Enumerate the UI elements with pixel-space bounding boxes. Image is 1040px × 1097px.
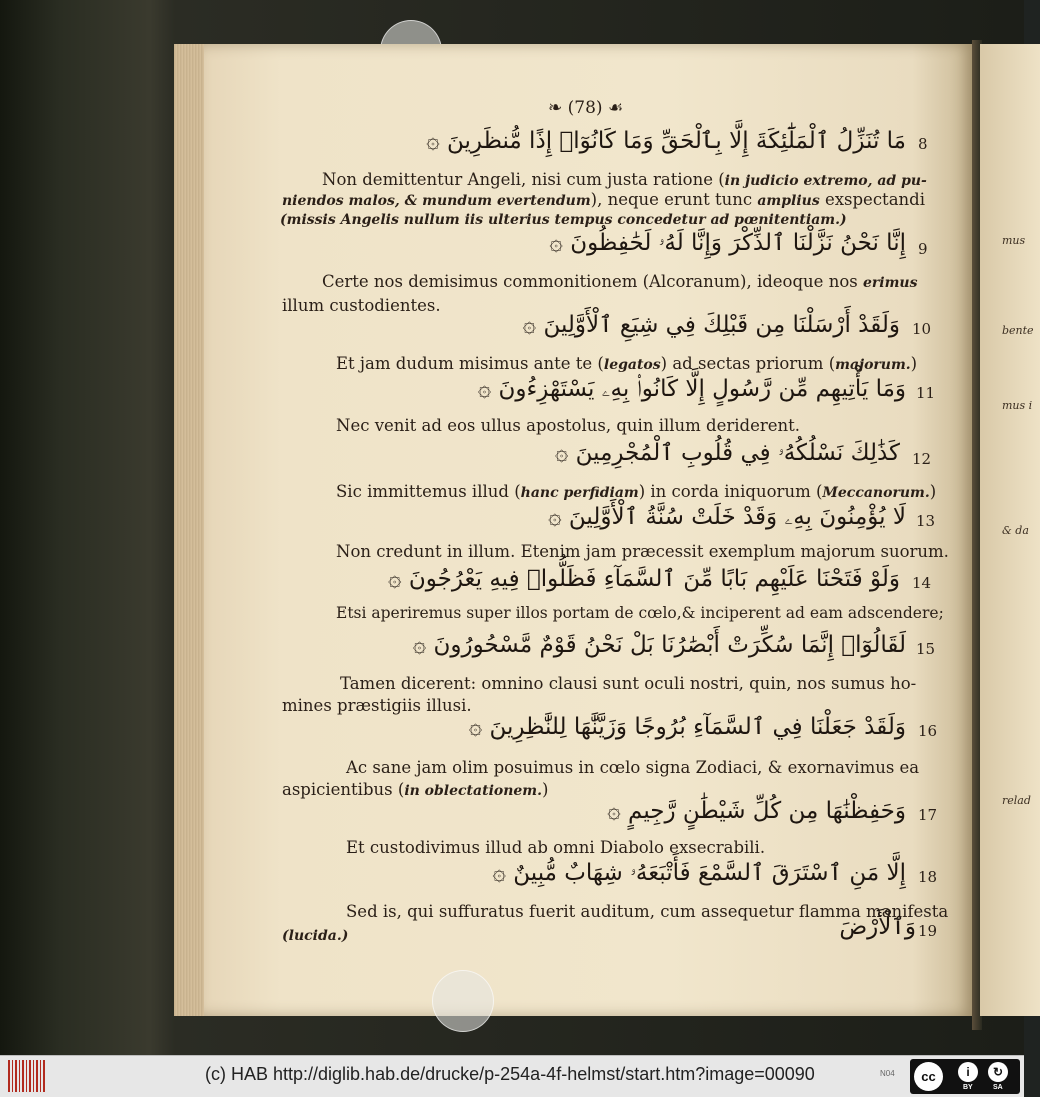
latin-line: mines præstigiis illusi. [282,696,472,715]
page-code: N04 [880,1069,895,1078]
latin-line: Non demittentur Angeli, nisi cum justa ratione (in judicio extremo, ad pu- [322,170,927,189]
verse-number: 11 [916,384,936,402]
copyright-link[interactable]: (c) HAB http://diglib.hab.de/drucke/p-254a-4f-helmst/start.htm?image=00090 [205,1064,815,1084]
verse-number: 13 [916,512,936,530]
cc-icon: cc [914,1062,943,1091]
latin-line: Ac sane jam olim posuimus in cœlo signa Zodiaci, & exornavimus ea [346,758,920,777]
arabic-verse: وَٱلْأَرْضَ [839,914,916,940]
margin-fragment: & da [1002,524,1029,537]
facing-page [980,44,1040,1016]
verse-number: 8 [918,135,928,153]
verse-number: 19 [918,922,938,940]
arabic-verse: لَا يُؤْمِنُونَ بِهِۦ وَقَدْ خَلَتْ سُنَّةُ ٱلْأَوَّلِينَ ۞ [548,504,906,530]
latin-line: Sic immittemus illud (hanc perfidiam) in corda iniquorum (Meccanorum.) [336,482,937,501]
arabic-verse: مَا تُنَزِّلُ ٱلْمَلَٰٓئِكَةَ إِلَّا بِٱلْحَقِّ وَمَا كَانُوٓا۟ إِذًا مُّنظَرِينَ ۞ [426,128,906,154]
ornament-left: ❧ [548,98,568,118]
margin-fragment: mus [1002,234,1026,247]
arabic-verse: كَذَٰلِكَ نَسْلُكُهُۥ فِي قُلُوبِ ٱلْمُجْرِمِينَ ۞ [554,440,900,466]
latin-line: Et jam dudum misimus ante te (legatos) ad sectas priorum (majorum.) [336,354,918,373]
sa-icon: ↻ [988,1062,1008,1082]
book-clip-bottom [432,970,494,1032]
verse-number: 14 [912,574,932,592]
footer-bar [0,1055,1024,1097]
verse-number: 15 [916,640,936,658]
latin-line: niendos malos, & mundum evertendum), neque erunt tunc amplius exspectandi [282,190,925,209]
latin-line: Sed is, qui suffuratus fuerit auditum, cum assequetur flamma manifesta [346,902,949,921]
latin-line: Nec venit ad eos ullus apostolus, quin illum deriderent. [336,416,801,435]
verse-number: 17 [918,806,938,824]
hab-logo-icon [8,1060,46,1092]
margin-fragment: bente [1002,324,1034,337]
sa-label: SA [993,1084,1003,1091]
latin-line: Non credunt in illum. Etenim jam præcessit exemplum majorum suorum. [336,542,949,561]
latin-line: illum custodientes. [282,296,441,315]
arabic-verse: وَحَفِظْنَٰهَا مِن كُلِّ شَيْطَٰنٍ رَّجِيمٍ ۞ [607,798,906,824]
latin-line: Certe nos demisimus commonitionem (Alcoranum), ideoque nos erimus [322,272,918,291]
verse-number: 10 [912,320,932,338]
by-label: BY [963,1084,973,1091]
verse-number: 12 [912,450,932,468]
latin-line: Etsi aperiremus super illos portam de cœlo,& inciperent ad eam adscendere; [336,604,944,622]
verse-number: 18 [918,868,938,886]
latin-line: Et custodivimus illud ab omni Diabolo exsecrabili. [346,838,766,857]
latin-line: Tamen dicerent: omnino clausi sunt oculi nostri, quin, nos sumus ho- [340,674,917,693]
ornament-right: ☙ [602,98,624,118]
arabic-verse: إِلَّا مَنِ ٱسْتَرَقَ ٱلسَّمْعَ فَأَتْبَعَهُۥ شِهَابٌ مُّبِينٌ ۞ [492,860,906,886]
verse-number: 9 [918,240,928,258]
arabic-verse: وَمَا يَأْتِيهِم مِّن رَّسُولٍ إِلَّا كَانُوا۟ بِهِۦ يَسْتَهْزِءُونَ ۞ [477,376,906,402]
arabic-verse: إِنَّا نَحْنُ نَزَّلْنَا ٱلذِّكْرَ وَإِنَّا لَهُۥ لَحَٰفِظُونَ ۞ [549,230,906,256]
latin-line: (missis Angelis nullum iis ulterius tempus concedetur ad pœnitentiam.) [280,212,847,228]
arabic-verse: لَقَالُوٓا۟ إِنَّمَا سُكِّرَتْ أَبْصَٰرُنَا بَلْ نَحْنُ قَوْمٌ مَّسْحُورُونَ ۞ [412,632,906,658]
margin-fragment: mus i [1002,399,1033,412]
page-number: ❧ (78) ☙ [548,98,624,118]
arabic-verse: وَلَوْ فَتَحْنَا عَلَيْهِم بَابًا مِّنَ ٱلسَّمَآءِ فَظَلُّوا۟ فِيهِ يَعْرُجُونَ ۞ [388,566,900,592]
verse-number: 16 [918,722,938,740]
latin-line: aspicientibus (in oblectationem.) [282,780,549,799]
by-icon: i [958,1062,978,1082]
page-edges [174,44,208,1016]
arabic-verse: وَلَقَدْ أَرْسَلْنَا مِن قَبْلِكَ فِي شِيَعِ ٱلْأَوَّلِينَ ۞ [522,312,900,338]
arabic-verse: وَلَقَدْ جَعَلْنَا فِي ٱلسَّمَآءِ بُرُوجًا وَزَيَّنَّٰهَا لِلنَّٰظِرِينَ ۞ [468,714,906,740]
latin-line: (lucida.) [282,928,349,944]
margin-fragment: relad [1002,794,1031,807]
cc-license-badge[interactable] [910,1059,1020,1094]
